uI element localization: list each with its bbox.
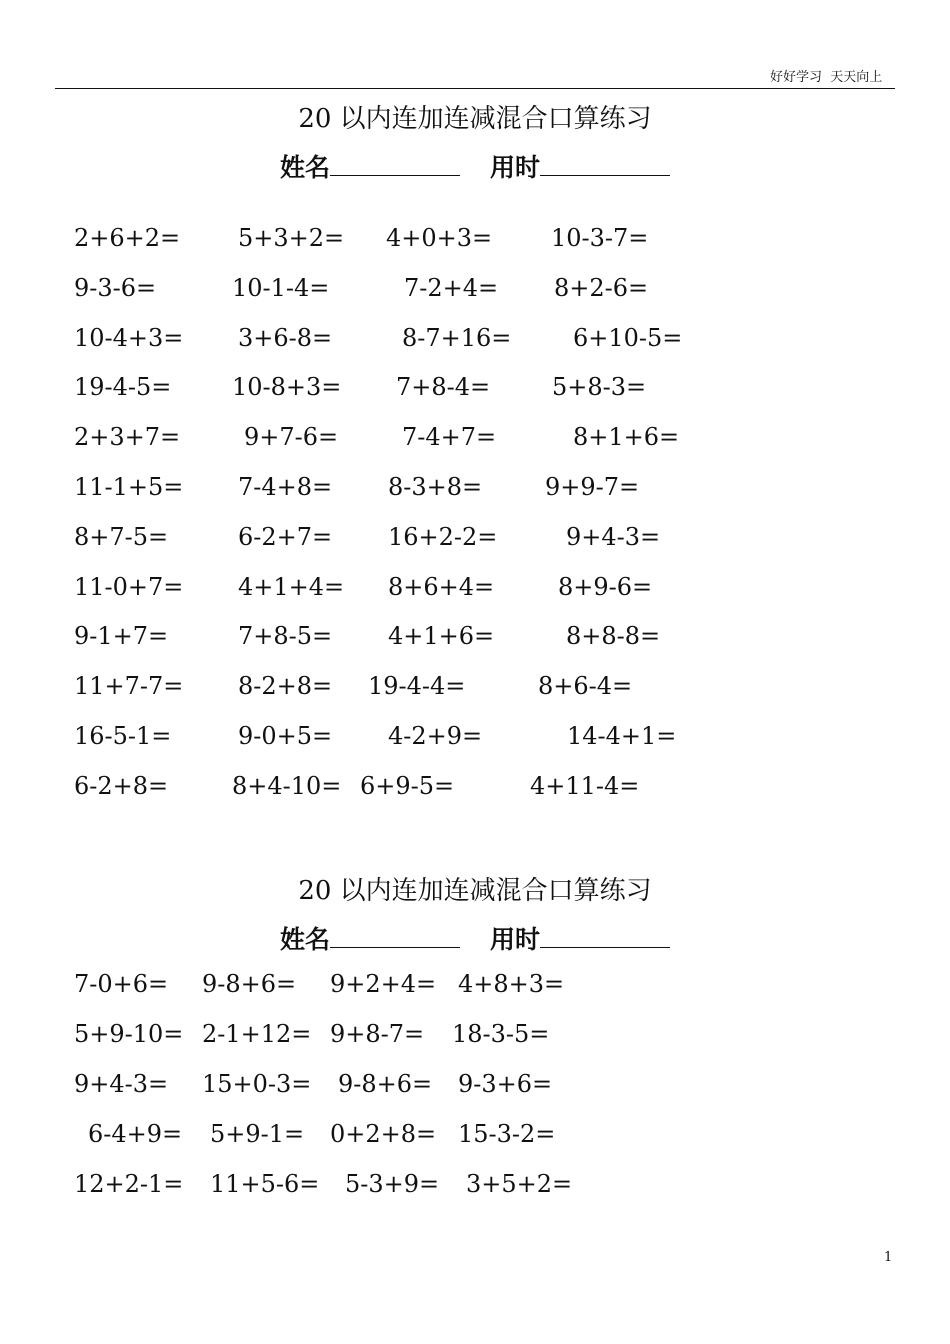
arithmetic-problem: 18-3-5= (452, 1020, 550, 1048)
arithmetic-problem: 11+5-6= (210, 1170, 320, 1198)
header-rule (55, 88, 895, 89)
arithmetic-problem: 9-8+6= (338, 1070, 433, 1098)
arithmetic-problem: 12+2-1= (74, 1170, 184, 1198)
problem-row (0, 1120, 950, 1156)
arithmetic-problem: 3+5+2= (466, 1170, 573, 1198)
arithmetic-problem: 8+6-4= (538, 672, 633, 701)
problem-row (0, 1020, 950, 1056)
time-blank (540, 153, 670, 176)
time-blank (540, 925, 670, 948)
arithmetic-problem: 7-4+7= (402, 423, 497, 452)
arithmetic-problem: 9+9-7= (545, 473, 640, 501)
arithmetic-problem: 4+1+6= (388, 622, 495, 651)
arithmetic-problem: 5-3+9= (345, 1170, 440, 1198)
arithmetic-problem: 10-1-4= (232, 273, 330, 302)
arithmetic-problem: 10-4+3= (74, 323, 184, 352)
arithmetic-problem: 4+1+4= (238, 572, 345, 601)
arithmetic-problem: 7+8-4= (396, 373, 491, 402)
name-time-line (280, 148, 670, 184)
arithmetic-problem: 8+8-8= (566, 622, 661, 651)
page-header-motto: 好好学习 天天向上 (770, 70, 883, 85)
arithmetic-problem: 2-1+12= (202, 1020, 312, 1048)
problem-row (0, 573, 950, 609)
arithmetic-problem: 5+8-3= (552, 373, 647, 402)
arithmetic-problem: 8-3+8= (388, 473, 483, 501)
arithmetic-problem: 7-0+6= (74, 970, 169, 998)
arithmetic-problem: 10-8+3= (232, 373, 342, 402)
problem-row (0, 622, 950, 658)
arithmetic-problem: 4-2+9= (388, 722, 483, 750)
arithmetic-problem: 9+4-3= (566, 522, 661, 551)
arithmetic-problem: 19-4-5= (74, 373, 172, 402)
arithmetic-problem: 8-7+16= (402, 323, 512, 352)
arithmetic-problem: 9+7-6= (244, 423, 339, 452)
arithmetic-problem: 8+2-6= (554, 273, 649, 302)
arithmetic-problem: 8+6+4= (388, 572, 495, 601)
arithmetic-problem: 9+4-3= (74, 1070, 169, 1098)
problem-row (0, 324, 950, 360)
arithmetic-problem: 15-3-2= (458, 1120, 556, 1148)
problem-row (0, 970, 950, 1006)
arithmetic-problem: 6+10-5= (573, 323, 683, 352)
problem-row (0, 672, 950, 708)
arithmetic-problem: 8+7-5= (74, 522, 169, 551)
problem-row (0, 772, 950, 808)
arithmetic-problem: 5+3+2= (238, 224, 345, 252)
problem-row (0, 274, 950, 310)
problem-row (0, 523, 950, 559)
problem-row (0, 1170, 950, 1206)
arithmetic-problem: 7+8-5= (238, 622, 333, 651)
page-number: 1 (884, 1250, 893, 1265)
problem-row (0, 373, 950, 409)
arithmetic-problem: 9-3-6= (74, 273, 157, 302)
worksheet-title: 20 以内连加连减混合口算练习 (298, 104, 652, 134)
arithmetic-problem: 0+2+8= (330, 1120, 437, 1148)
arithmetic-problem: 9-8+6= (202, 970, 297, 998)
arithmetic-problem: 6-4+9= (88, 1120, 183, 1148)
arithmetic-problem: 11-1+5= (74, 473, 184, 501)
arithmetic-problem: 9+8-7= (330, 1020, 425, 1048)
arithmetic-problem: 3+6-8= (238, 323, 333, 352)
arithmetic-problem: 7-2+4= (404, 273, 499, 302)
arithmetic-problem: 4+11-4= (530, 771, 640, 800)
arithmetic-problem: 4+8+3= (458, 970, 565, 998)
arithmetic-problem: 14-4+1= (567, 722, 677, 750)
time-label: 用时 (490, 153, 541, 182)
arithmetic-problem: 8+1+6= (573, 423, 680, 452)
name-label: 姓名 (280, 153, 331, 182)
worksheet-title: 20 以内连加连减混合口算练习 (298, 876, 652, 906)
arithmetic-problem: 9-1+7= (74, 622, 169, 651)
problem-row (0, 473, 950, 509)
problem-row (0, 224, 950, 260)
problem-row (0, 423, 950, 459)
arithmetic-problem: 16+2-2= (388, 522, 498, 551)
arithmetic-problem: 6+9-5= (360, 771, 455, 800)
arithmetic-problem: 7-4+8= (238, 473, 333, 501)
arithmetic-problem: 2+6+2= (74, 224, 181, 252)
time-label: 用时 (490, 925, 541, 954)
arithmetic-problem: 8+4-10= (232, 771, 342, 800)
arithmetic-problem: 15+0-3= (202, 1070, 312, 1098)
name-blank (330, 925, 460, 948)
arithmetic-problem: 16-5-1= (74, 722, 172, 750)
arithmetic-problem: 19-4-4= (368, 672, 466, 701)
name-label: 姓名 (280, 925, 331, 954)
arithmetic-problem: 6-2+8= (74, 771, 169, 800)
name-blank (330, 153, 460, 176)
arithmetic-problem: 10-3-7= (551, 224, 649, 252)
arithmetic-problem: 9-3+6= (458, 1070, 553, 1098)
arithmetic-problem: 5+9-1= (210, 1120, 305, 1148)
arithmetic-problem: 9+2+4= (330, 970, 437, 998)
arithmetic-problem: 8+9-6= (558, 572, 653, 601)
arithmetic-problem: 2+3+7= (74, 423, 181, 452)
arithmetic-problem: 4+0+3= (386, 224, 493, 252)
problem-row (0, 722, 950, 758)
arithmetic-problem: 11+7-7= (74, 672, 184, 701)
arithmetic-problem: 5+9-10= (74, 1020, 184, 1048)
name-time-line (280, 920, 670, 956)
arithmetic-problem: 9-0+5= (238, 722, 333, 750)
arithmetic-problem: 11-0+7= (74, 572, 184, 601)
problem-row (0, 1070, 950, 1106)
arithmetic-problem: 6-2+7= (238, 522, 333, 551)
arithmetic-problem: 8-2+8= (238, 672, 333, 701)
